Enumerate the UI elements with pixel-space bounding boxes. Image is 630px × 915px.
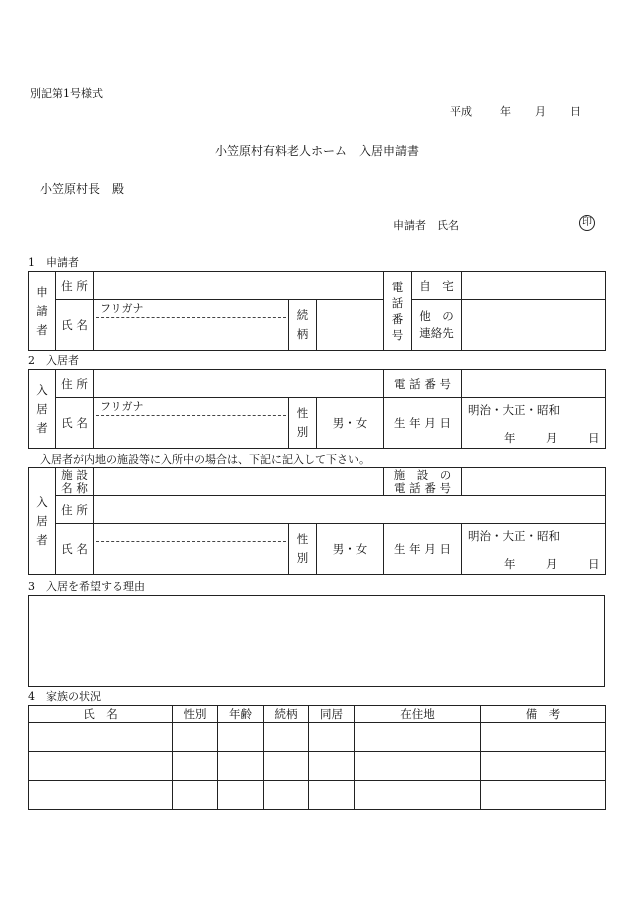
furigana-divider [96, 541, 286, 542]
facility-name-field[interactable] [94, 468, 384, 496]
table-row [29, 752, 606, 781]
family-name-cell[interactable] [29, 723, 173, 752]
family-name-cell[interactable] [29, 752, 173, 781]
resident-name-field[interactable] [94, 398, 289, 449]
section2-heading: 2 入居者 [28, 354, 79, 367]
resident-sex-options[interactable]: 男・女 [317, 398, 384, 449]
family-cohabit-cell[interactable] [309, 752, 355, 781]
era-options: 明治・大正・昭和 [468, 403, 561, 417]
form-number: 別記第1号様式 [30, 87, 103, 100]
facility-phone-field[interactable] [462, 468, 606, 496]
section4-heading: 4 家族の状況 [28, 690, 101, 703]
section1-heading: 1 申請者 [28, 256, 79, 269]
furigana-divider [96, 317, 286, 318]
applicant-address-label: 住 所 [56, 272, 94, 300]
resident-name-label: 氏 名 [56, 398, 94, 449]
applicant-other-contact-field[interactable] [462, 300, 606, 351]
facility-resident-name-field[interactable] [94, 524, 289, 575]
furigana-label: フリガナ [100, 302, 144, 315]
resident-address-field[interactable] [94, 370, 384, 398]
resident-phone-label: 電 話 番 号 [384, 370, 462, 398]
table-row [29, 723, 606, 752]
applicant-address-field[interactable] [94, 272, 384, 300]
facility-resident-name-label: 氏 名 [56, 524, 94, 575]
birth-day-unit: 日 [588, 431, 600, 445]
family-col-remarks: 備 考 [481, 706, 606, 723]
resident-sex-label: 性 別 [289, 398, 317, 449]
family-cohabit-cell[interactable] [309, 723, 355, 752]
applicant-relation-field[interactable] [317, 300, 384, 351]
applicant-phone-label: 電 話 番 号 [384, 272, 412, 351]
family-sex-cell[interactable] [173, 781, 218, 810]
family-relation-cell[interactable] [264, 752, 309, 781]
birth-year-unit: 年 [504, 557, 516, 571]
facility-side-label: 入 居 者 [29, 468, 56, 575]
family-col-residence: 在住地 [355, 706, 481, 723]
facility-table [28, 467, 606, 575]
family-relation-cell[interactable] [264, 781, 309, 810]
family-col-age: 年齢 [218, 706, 264, 723]
date-month: 月 [535, 105, 546, 118]
family-col-sex: 性別 [173, 706, 218, 723]
applicant-home-phone-field[interactable] [462, 272, 606, 300]
page-title: 小笠原村有料老人ホーム 入居申請書 [215, 144, 420, 158]
family-remarks-cell[interactable] [481, 781, 606, 810]
resident-birth-field[interactable] [462, 398, 606, 449]
birth-day-unit: 日 [588, 557, 600, 571]
date-era: 平成 [450, 105, 472, 118]
facility-sex-label: 性 別 [289, 524, 317, 575]
birth-month-unit: 月 [546, 557, 558, 571]
applicant-name-field[interactable] [94, 300, 289, 351]
applicant-name-row-label: 氏 名 [56, 300, 94, 351]
family-cohabit-cell[interactable] [309, 781, 355, 810]
family-col-cohabit: 同居 [309, 706, 355, 723]
applicant-relation-label: 続 柄 [289, 300, 317, 351]
section3-heading: 3 入居を希望する理由 [28, 580, 145, 593]
resident-birth-label: 生 年 月 日 [384, 398, 462, 449]
facility-address-field[interactable] [94, 496, 606, 524]
family-residence-cell[interactable] [355, 723, 481, 752]
applicant-home-label: 自 宅 [412, 272, 462, 300]
applicant-table [28, 271, 606, 351]
family-col-relation: 続柄 [264, 706, 309, 723]
facility-birth-label: 生 年 月 日 [384, 524, 462, 575]
resident-address-label: 住 所 [56, 370, 94, 398]
family-age-cell[interactable] [218, 723, 264, 752]
era-options: 明治・大正・昭和 [468, 529, 561, 543]
resident-table [28, 369, 606, 449]
date-year: 年 [500, 105, 511, 118]
family-col-name: 氏 名 [29, 706, 173, 723]
facility-address-label: 住 所 [56, 496, 94, 524]
applicant-side-label: 申 請 者 [29, 272, 56, 351]
family-remarks-cell[interactable] [481, 723, 606, 752]
seal-mark: 印 [579, 215, 595, 231]
family-age-cell[interactable] [218, 781, 264, 810]
addressee: 小笠原村長 殿 [40, 182, 125, 196]
table-row [29, 781, 606, 810]
birth-year-unit: 年 [504, 431, 516, 445]
family-table [28, 705, 606, 810]
applicant-other-contact-label: 他 の 連絡先 [412, 300, 462, 351]
family-sex-cell[interactable] [173, 752, 218, 781]
applicant-name-label: 申請者 氏名 [393, 219, 459, 232]
furigana-divider [96, 415, 286, 416]
facility-phone-label: 施 設 の 電 話 番 号 [384, 468, 462, 496]
family-name-cell[interactable] [29, 781, 173, 810]
facility-name-label: 施 設 名 称 [56, 468, 94, 496]
family-residence-cell[interactable] [355, 781, 481, 810]
family-age-cell[interactable] [218, 752, 264, 781]
facility-note: 入居者が内地の施設等に入所中の場合は、下記に記入して下さい。 [40, 453, 370, 466]
furigana-label: フリガナ [100, 400, 144, 413]
facility-sex-options[interactable]: 男・女 [317, 524, 384, 575]
facility-birth-field[interactable] [462, 524, 606, 575]
reason-textarea[interactable] [28, 595, 605, 687]
family-remarks-cell[interactable] [481, 752, 606, 781]
date-day: 日 [570, 105, 581, 118]
family-residence-cell[interactable] [355, 752, 481, 781]
family-relation-cell[interactable] [264, 723, 309, 752]
family-sex-cell[interactable] [173, 723, 218, 752]
resident-side-label: 入 居 者 [29, 370, 56, 449]
birth-month-unit: 月 [546, 431, 558, 445]
resident-phone-field[interactable] [462, 370, 606, 398]
